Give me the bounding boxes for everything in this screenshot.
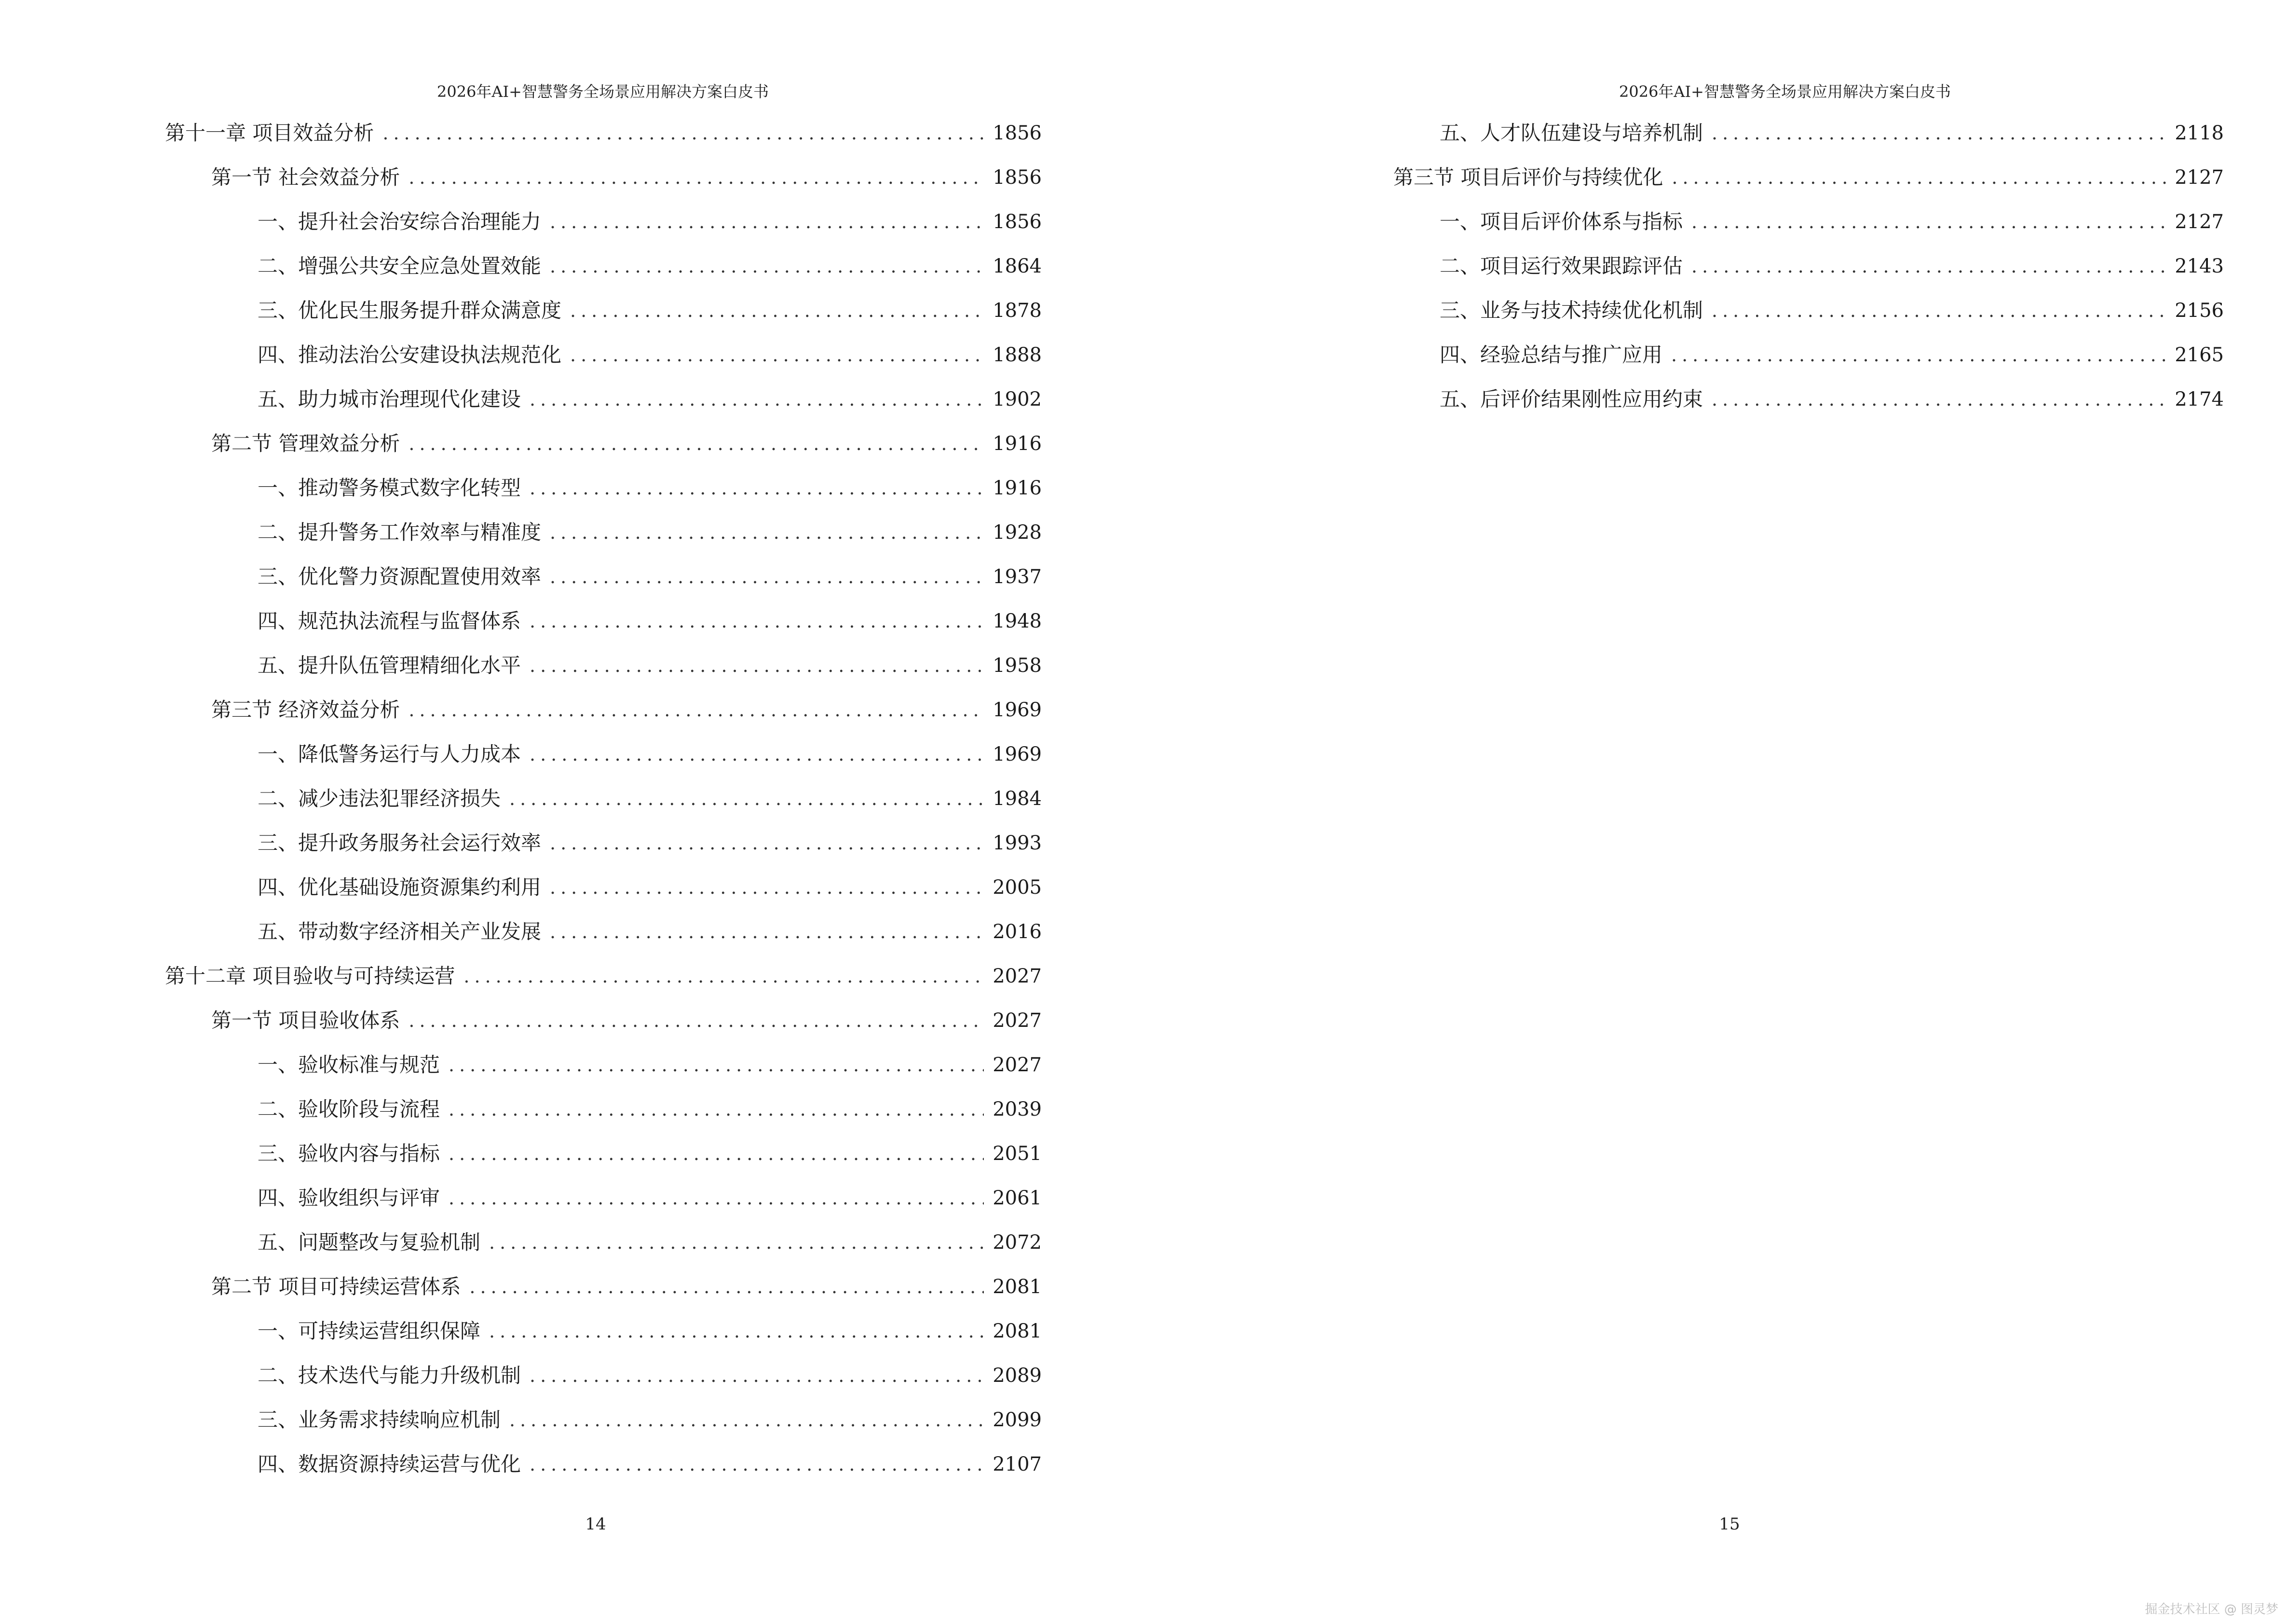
toc-entry-page: 2107 xyxy=(993,1453,1042,1475)
toc-leader-dots xyxy=(530,377,984,422)
toc-leader-dots xyxy=(1672,155,2166,200)
toc-entry[interactable] xyxy=(1347,377,2224,422)
toc-entry-page: 1928 xyxy=(993,521,1042,544)
toc-entry-page: 2174 xyxy=(2175,388,2224,410)
toc-leader-dots xyxy=(550,555,984,599)
toc-entry-title: 四、数据资源持续运营与优化 xyxy=(258,1452,521,1476)
toc-entry-page: 1969 xyxy=(993,699,1042,721)
toc-entry-title: 五、带动数字经济相关产业发展 xyxy=(258,920,542,943)
toc-entry[interactable] xyxy=(165,821,1042,865)
toc-entry-page: 1916 xyxy=(993,433,1042,455)
toc-entry-page: 2081 xyxy=(993,1276,1042,1298)
toc-entry[interactable] xyxy=(165,1353,1042,1398)
toc-entry-title: 第三节 项目后评价与持续优化 xyxy=(1393,165,1663,189)
toc-entry[interactable] xyxy=(1347,244,2224,288)
toc-entry-page: 1958 xyxy=(993,655,1042,677)
toc-entry-page: 2039 xyxy=(993,1098,1042,1120)
toc-leader-dots xyxy=(550,821,984,865)
toc-entry-title: 二、增强公共安全应急处置效能 xyxy=(258,254,542,278)
toc-entry-page: 2027 xyxy=(993,1010,1042,1032)
toc-entry-title: 五、问题整改与复验机制 xyxy=(258,1230,481,1254)
toc-entry[interactable] xyxy=(165,1265,1042,1309)
toc-entry[interactable] xyxy=(165,599,1042,643)
toc-entry[interactable] xyxy=(165,1309,1042,1353)
toc-entry-title: 二、验收阶段与流程 xyxy=(258,1097,440,1121)
toc-leader-dots xyxy=(509,1398,984,1442)
toc-entry-title: 一、推动警务模式数字化转型 xyxy=(258,476,521,500)
toc-list xyxy=(1347,111,2224,422)
watermark: 掘金技术社区 @ 图灵梦 xyxy=(2145,1602,2278,1617)
toc-leader-dots xyxy=(1691,200,2166,244)
toc-entry[interactable] xyxy=(165,510,1042,555)
toc-leader-dots xyxy=(408,155,984,200)
toc-entry[interactable] xyxy=(165,1132,1042,1176)
toc-entry[interactable] xyxy=(165,1087,1042,1132)
toc-entry[interactable] xyxy=(1347,288,2224,333)
toc-entry-page: 1948 xyxy=(993,610,1042,632)
toc-entry-page: 2027 xyxy=(993,965,1042,987)
toc-entry[interactable] xyxy=(165,200,1042,244)
toc-entry-title: 第二节 项目可持续运营体系 xyxy=(211,1275,461,1298)
toc-entry[interactable] xyxy=(165,643,1042,688)
toc-entry[interactable] xyxy=(165,777,1042,821)
toc-entry[interactable] xyxy=(165,1442,1042,1487)
toc-leader-dots xyxy=(1691,244,2166,288)
toc-leader-dots xyxy=(530,732,984,777)
toc-entry[interactable] xyxy=(165,910,1042,954)
toc-entry-title: 第三节 经济效益分析 xyxy=(211,698,400,722)
toc-entry-title: 一、提升社会治安综合治理能力 xyxy=(258,210,542,233)
toc-entry-page: 1969 xyxy=(993,743,1042,765)
toc-leader-dots xyxy=(489,1309,984,1353)
toc-entry-title: 第十一章 项目效益分析 xyxy=(165,121,374,145)
toc-leader-dots xyxy=(469,1265,984,1309)
toc-entry-title: 二、减少违法犯罪经济损失 xyxy=(258,787,501,810)
toc-entry-title: 第一节 社会效益分析 xyxy=(211,165,400,189)
toc-entry-title: 五、后评价结果刚性应用约束 xyxy=(1440,387,1703,411)
toc-entry-page: 2061 xyxy=(993,1187,1042,1209)
toc-entry-page: 1856 xyxy=(993,211,1042,233)
toc-entry-page: 2016 xyxy=(993,921,1042,943)
toc-entry-page: 2027 xyxy=(993,1054,1042,1076)
toc-entry-title: 三、优化民生服务提升群众满意度 xyxy=(258,299,562,322)
toc-entry-page: 2081 xyxy=(993,1320,1042,1342)
toc-entry-page: 1856 xyxy=(993,122,1042,144)
page-header: 2026年AI+智慧警务全场景应用解决方案白皮书 xyxy=(436,82,769,101)
toc-entry-page: 1864 xyxy=(993,255,1042,277)
toc-entry-title: 第十二章 项目验收与可持续运营 xyxy=(165,964,455,988)
toc-entry-title: 三、业务需求持续响应机制 xyxy=(258,1408,501,1432)
toc-entry-page: 2005 xyxy=(993,876,1042,899)
page-header: 2026年AI+智慧警务全场景应用解决方案白皮书 xyxy=(1619,82,1951,101)
toc-leader-dots xyxy=(1712,111,2166,155)
toc-entry-page: 1937 xyxy=(993,566,1042,588)
toc-leader-dots xyxy=(463,954,984,998)
toc-leader-dots xyxy=(489,1220,984,1265)
toc-leader-dots xyxy=(408,688,984,732)
toc-entry[interactable] xyxy=(165,555,1042,599)
toc-leader-dots xyxy=(382,111,984,155)
toc-entry-page: 1856 xyxy=(993,166,1042,189)
toc-entry-page: 2127 xyxy=(2175,211,2224,233)
toc-entry-title: 三、验收内容与指标 xyxy=(258,1142,440,1165)
toc-leader-dots xyxy=(1712,288,2166,333)
toc-entry-page: 2127 xyxy=(2175,166,2224,189)
toc-entry[interactable] xyxy=(165,111,1042,155)
toc-entry-title: 四、经验总结与推广应用 xyxy=(1440,343,1663,367)
right-page xyxy=(1144,0,2287,1624)
toc-entry-title: 一、验收标准与规范 xyxy=(258,1053,440,1077)
toc-entry[interactable] xyxy=(1347,155,2224,200)
toc-leader-dots xyxy=(1712,377,2166,422)
toc-leader-dots xyxy=(408,998,984,1043)
toc-leader-dots xyxy=(570,333,984,377)
toc-entry[interactable] xyxy=(165,466,1042,510)
toc-entry-page: 1878 xyxy=(993,300,1042,322)
toc-entry-title: 四、优化基础设施资源集约利用 xyxy=(258,875,542,899)
toc-entry[interactable] xyxy=(165,244,1042,288)
toc-entry[interactable] xyxy=(165,333,1042,377)
toc-entry[interactable] xyxy=(1347,200,2224,244)
toc-leader-dots xyxy=(408,422,984,466)
toc-entry-page: 2099 xyxy=(993,1409,1042,1431)
toc-entry-page: 1902 xyxy=(993,388,1042,410)
toc-entry-page: 2165 xyxy=(2175,344,2224,366)
toc-entry-title: 第二节 管理效益分析 xyxy=(211,432,400,455)
toc-leader-dots xyxy=(530,466,984,510)
toc-entry[interactable] xyxy=(1347,333,2224,377)
toc-leader-dots xyxy=(509,777,984,821)
toc-entry-page: 2118 xyxy=(2175,122,2224,144)
toc-leader-dots xyxy=(530,643,984,688)
toc-entry[interactable] xyxy=(165,954,1042,998)
toc-entry-page: 1984 xyxy=(993,788,1042,810)
toc-entry-title: 一、降低警务运行与人力成本 xyxy=(258,742,521,766)
toc-entry[interactable] xyxy=(165,865,1042,910)
toc-entry-title: 三、优化警力资源配置使用效率 xyxy=(258,565,542,588)
toc-entry-title: 一、项目后评价体系与指标 xyxy=(1440,210,1683,233)
toc-leader-dots xyxy=(449,1087,984,1132)
toc-entry[interactable] xyxy=(165,732,1042,777)
toc-list xyxy=(165,111,1042,1487)
toc-entry-page: 1888 xyxy=(993,344,1042,366)
toc-entry[interactable] xyxy=(165,688,1042,732)
toc-entry-title: 二、技术迭代与能力升级机制 xyxy=(258,1364,521,1387)
toc-entry[interactable] xyxy=(165,1043,1042,1087)
toc-entry[interactable] xyxy=(165,422,1042,466)
page-number: 14 xyxy=(585,1515,606,1534)
toc-entry-title: 四、规范执法流程与监督体系 xyxy=(258,609,521,633)
toc-leader-dots xyxy=(550,244,984,288)
toc-entry-title: 第一节 项目验收体系 xyxy=(211,1009,400,1032)
toc-entry[interactable] xyxy=(165,1398,1042,1442)
toc-entry[interactable] xyxy=(165,998,1042,1043)
toc-entry-title: 三、提升政务服务社会运行效率 xyxy=(258,831,542,855)
toc-leader-dots xyxy=(1671,333,2166,377)
toc-entry[interactable] xyxy=(165,288,1042,333)
toc-entry-page: 2089 xyxy=(993,1365,1042,1387)
toc-entry-page: 2143 xyxy=(2175,255,2224,277)
toc-leader-dots xyxy=(530,1353,984,1398)
toc-entry-title: 五、提升队伍管理精细化水平 xyxy=(258,654,521,677)
toc-entry[interactable] xyxy=(165,1220,1042,1265)
toc-leader-dots xyxy=(530,1442,984,1487)
toc-entry-title: 二、提升警务工作效率与精准度 xyxy=(258,520,542,544)
toc-leader-dots xyxy=(449,1176,984,1220)
toc-entry[interactable] xyxy=(1347,111,2224,155)
toc-entry-page: 2156 xyxy=(2175,300,2224,322)
toc-leader-dots xyxy=(570,288,984,333)
toc-entry-page: 1993 xyxy=(993,832,1042,854)
toc-leader-dots xyxy=(530,599,984,643)
toc-leader-dots xyxy=(550,910,984,954)
toc-entry-title: 一、可持续运营组织保障 xyxy=(258,1319,481,1343)
toc-entry[interactable] xyxy=(165,377,1042,422)
toc-entry-title: 四、验收组织与评审 xyxy=(258,1186,440,1210)
toc-entry-title: 三、业务与技术持续优化机制 xyxy=(1440,299,1703,322)
toc-entry-page: 2051 xyxy=(993,1143,1042,1165)
toc-entry-title: 五、助力城市治理现代化建设 xyxy=(258,387,521,411)
page-number: 15 xyxy=(1719,1515,1740,1534)
toc-entry-title: 二、项目运行效果跟踪评估 xyxy=(1440,254,1683,278)
toc-entry[interactable] xyxy=(165,1176,1042,1220)
toc-leader-dots xyxy=(550,510,984,555)
toc-leader-dots xyxy=(550,200,984,244)
toc-leader-dots xyxy=(449,1043,984,1087)
toc-entry[interactable] xyxy=(165,155,1042,200)
toc-entry-page: 1916 xyxy=(993,477,1042,499)
toc-leader-dots xyxy=(550,865,984,910)
toc-leader-dots xyxy=(449,1132,984,1176)
toc-entry-page: 2072 xyxy=(993,1231,1042,1254)
toc-entry-title: 五、人才队伍建设与培养机制 xyxy=(1440,121,1703,145)
toc-entry-title: 四、推动法治公安建设执法规范化 xyxy=(258,343,562,367)
